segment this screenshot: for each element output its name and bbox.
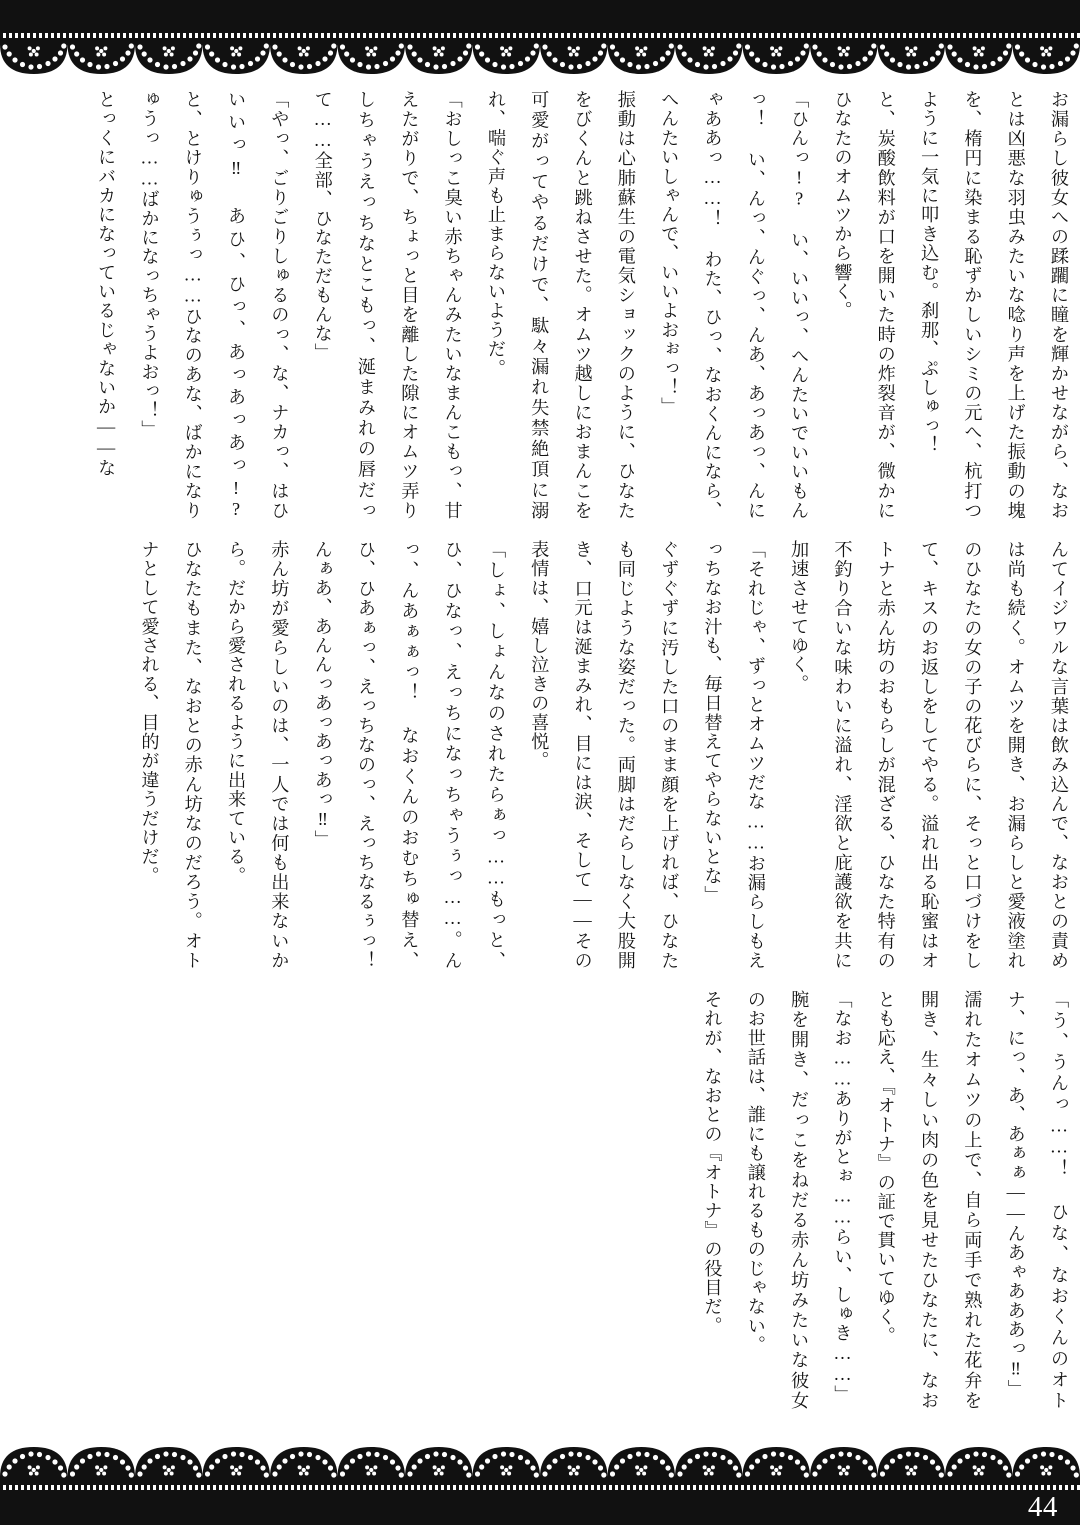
paragraph: それが、なおとの『オトナ』の役目だ。 <box>702 990 723 1336</box>
paragraph: 「やっ、ごりごりしゅるのっ、な、ナカっ、はひいいっ‼ あひ、ひっ、あっあっあっ!? と、とけりゅうぅっ……ひなのあな、ばかになりゅうっ……ばかになっちゃうよおっ！」 <box>139 90 290 520</box>
top-black-band <box>0 0 1080 33</box>
paragraph: 「それじゃ、ずっとオムツだな……お漏らしもえっちなお汁も、毎日替えてやらないとな」 <box>702 540 766 970</box>
paragraph: 濡れたオムツの上で、自ら両手で熟れた花弁を開き、生々しい肉の色を見せたひなたに、なおとも応え、『オトナ』の証で貫いてゆく。 <box>875 990 983 1410</box>
page-body <box>0 90 1080 1410</box>
page-number: 44 <box>1027 1491 1058 1523</box>
paragraph: 「しょ、しょんなのされたらぁっ……もっと、ひ、ひなっ、えっちになっちゃうぅっ……。んっ、んあぁぁっ！ なおくんのおむちゅ替え、ひ、ひあぁっ、えっちなのっ、えっちなるぅっ！ んぁあ、あんんっあっあっあっ‼」 <box>312 540 506 970</box>
paragraph: 振動は心肺蘇生の電気ショックのように、ひなたをびくんと跳ねさせた。オムツ越しにおまんこを可愛がってやるだけで、駄々漏れ失禁絶頂に溺れ、喘ぐ声も止まらないようだ。 <box>485 90 636 520</box>
text-block-3 <box>600 990 1080 1410</box>
paragraph: 「う、うんっ……！ ひな、なおくんのオトナ、にっ、あ、あぁぁ——んあゃあああっ‼」 <box>1005 990 1069 1410</box>
paragraph: んてイジワルな言葉は飲み込んで、なおとの責めは尚も続く。オムツを開き、お漏らしと愛液塗れのひなたの女の子の花びらに、そっと口づけをして、キスのお返しをしてやる。溢れ出る恥蜜はオトナと赤ん坊のおもらしが混ざる、ひなた特有の不釣り合いな味わいに溢れ、淫欲と庇護欲を共に加速させてゆく。 <box>789 540 1069 970</box>
paragraph: ひなたもまた、なおとの赤ん坊なのだろう。オトナとして愛される、目的が違うだけだ。 <box>139 540 203 970</box>
paragraph: と、炭酸飲料が口を開いた時の炸裂音が、微かにひなたのオムツから響く。 <box>832 90 896 520</box>
paragraph: 腕を開き、だっこをねだる赤ん坊みたいな彼女のお世話は、誰にも譲れるものじゃない。 <box>745 990 810 1410</box>
text-block-1 <box>90 90 1080 520</box>
bottom-lace-border-icon <box>0 1447 1080 1485</box>
paragraph: お漏らし彼女への蹂躙に瞳を輝かせながら、なおとは凶悪な羽虫みたいな唸り声を上げた振動の塊を、楕円に染まる恥ずかしいシミの元へ、杭打つように一気に叩き込む。刹那、ぷしゅっ！ <box>919 90 1069 520</box>
paragraph: 赤ん坊が愛らしいのは、一人では何も出来ないから。だから愛されるように出来ている。 <box>226 540 290 970</box>
text-block-2 <box>139 540 1080 970</box>
paragraph: とっくにバカになっているじゃないか——な <box>96 90 117 478</box>
paragraph: 「おしっこ臭い赤ちゃんみたいなまんこもっ、甘えたがりで、ちょっと目を離した隙にオムツ弄りしちゃうえっちなとこもっ、涎まみれの唇だって……全部、ひなただもんな」 <box>312 90 463 520</box>
bottom-black-band <box>0 1490 1080 1525</box>
paragraph: 「ひんっ!? い、いいっ、へんたいでいいもんっ！ い、んっ、んぐっ、んあ、あっあっ、んにゃああっ……！ わた、ひっ、なおくんになら、へんたいしゃんで、いいよおぉっ！」 <box>659 90 810 520</box>
top-lace-border-icon <box>0 38 1080 76</box>
paragraph: ぐずぐずに汚した口のまま顔を上げれば、ひなたも同じような姿だった。両脚はだらしなく大股開き、口元は涎まみれ、目には涙、そして——その表情は、嬉し泣きの喜悦。 <box>529 540 680 970</box>
paragraph: 「なお……ありがとぉ……らい、しゅき……」 <box>832 990 853 1405</box>
